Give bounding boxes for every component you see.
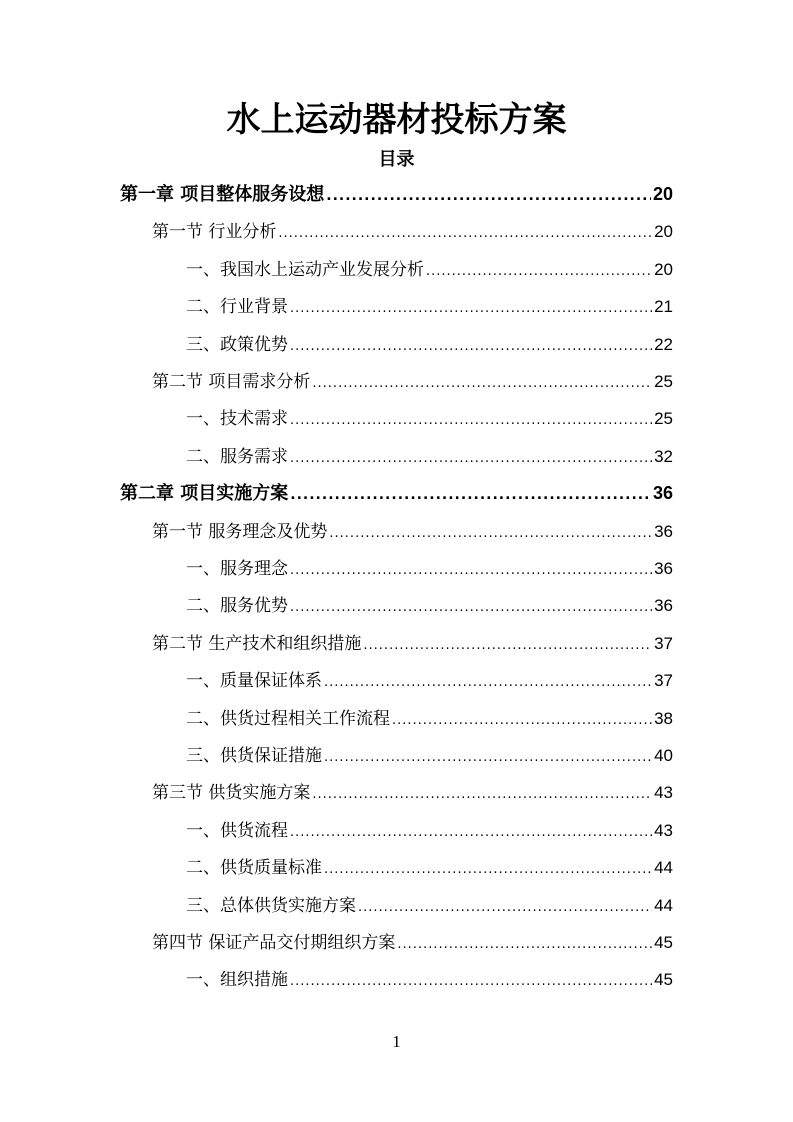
toc-leader-dots [397,937,652,952]
toc-section-entry[interactable] [152,778,673,804]
toc-entry-page: 37 [654,671,673,691]
toc-entry-page: 36 [654,559,673,578]
toc-leader-dots [324,750,652,765]
toc-section-entry[interactable] [152,217,673,243]
toc-item-entry[interactable] [186,292,673,318]
toc-leader-dots [290,974,652,989]
toc-item-entry[interactable] [186,704,673,730]
toc-entry-page: 32 [654,446,673,466]
toc-leader-dots [312,787,652,802]
toc-entry-page: 25 [654,409,673,429]
toc-chapter-entry[interactable] [120,180,673,206]
toc-section-entry[interactable] [152,517,673,543]
document-title: 水上运动器材投标方案 [226,100,567,140]
toc-entry-page: 36 [654,521,673,541]
toc-entry-page: 44 [654,858,673,878]
toc-entry-label: 一、质量保证体系 [186,671,322,692]
toc-leader-dots [290,600,652,615]
toc-entry-label: 二、服务需求 [186,446,288,467]
toc-entry-label: 第一章 项目整体服务设想 [120,184,325,205]
toc-leader-dots [426,264,652,279]
toc-leader-dots [290,339,652,354]
toc-leader-dots [290,487,651,503]
toc-item-entry[interactable] [186,741,673,767]
toc-leader-dots [324,675,652,690]
toc-item-entry[interactable] [186,404,673,430]
toc-entry-label: 二、服务优势 [186,596,288,617]
toc-entry-label: 三、政策优势 [186,334,288,355]
toc-section-entry[interactable] [152,928,673,954]
toc-entry-label: 第一节 行业分析 [152,222,277,243]
toc-leader-dots [358,900,652,915]
toc-entry-page: 36 [654,596,673,616]
toc-entry-page: 20 [654,222,673,242]
toc-entry-label: 第四节 保证产品交付期组织方案 [152,933,396,953]
toc-item-entry[interactable] [186,666,673,692]
toc-leader-dots [290,563,652,578]
toc-section-entry[interactable] [152,367,673,393]
toc-chapter-entry[interactable] [120,479,673,505]
toc-leader-dots [290,301,652,316]
toc-entry-label: 三、总体供货实施方案 [186,895,356,916]
toc-heading: 目录 [378,149,415,170]
toc-item-entry[interactable] [186,965,673,991]
toc-item-entry[interactable] [186,816,673,842]
toc-entry-page: 38 [654,708,673,728]
toc-item-entry[interactable] [186,853,673,879]
toc-entry-page: 20 [652,184,673,204]
toc-leader-dots [392,713,652,728]
page-number: 1 [392,1032,401,1051]
toc-entry-label: 一、服务理念 [186,559,288,579]
toc-entry-label: 二、行业背景 [186,297,288,318]
toc-entry-label: 第二章 项目实施方案 [120,483,289,505]
toc-item-entry[interactable] [186,442,673,468]
toc-entry-label: 第二节 生产技术和组织措施 [152,633,362,654]
toc-entry-label: 一、组织措施 [186,970,288,991]
toc-leader-dots [326,188,651,204]
toc-leader-dots [324,862,652,877]
toc-item-entry[interactable] [186,330,673,356]
toc-leader-dots [363,638,652,653]
toc-leader-dots [290,451,652,466]
toc-entry-label: 二、供货过程相关工作流程 [186,708,390,729]
toc-leader-dots [312,376,652,391]
toc-entry-page: 40 [654,746,673,765]
toc-entry-page: 43 [654,783,673,803]
toc-entry-label: 一、供货流程 [186,820,288,841]
toc-entry-page: 45 [654,970,673,990]
toc-entry-label: 一、技术需求 [186,409,288,430]
toc-entry-page: 20 [654,259,673,279]
toc-item-entry[interactable] [186,591,673,617]
toc-entry-page: 37 [654,633,673,653]
toc-entry-label: 一、我国水上运动产业发展分析 [186,259,424,280]
toc-item-entry[interactable] [186,554,673,580]
toc-leader-dots [290,413,652,428]
toc-entry-label: 第二节 项目需求分析 [152,372,311,392]
toc-section-entry[interactable] [152,629,673,655]
toc-entry-page: 45 [654,933,673,952]
toc-leader-dots [290,825,652,840]
toc-leader-dots [278,226,652,241]
toc-entry-label: 二、供货质量标准 [186,858,322,879]
toc-entry-page: 22 [654,334,673,354]
toc-entry-page: 36 [652,483,673,504]
toc-item-entry[interactable] [186,255,673,281]
toc-entry-label: 第一节 服务理念及优势 [152,521,328,542]
toc-entry-label: 三、供货保证措施 [186,746,322,766]
toc-item-entry[interactable] [186,891,673,917]
toc-entry-page: 21 [654,297,673,317]
toc-leader-dots [329,526,652,541]
toc-entry-page: 44 [654,895,673,915]
toc-entry-page: 25 [654,372,673,391]
toc-entry-page: 43 [654,820,673,840]
toc-entry-label: 第三节 供货实施方案 [152,783,311,804]
